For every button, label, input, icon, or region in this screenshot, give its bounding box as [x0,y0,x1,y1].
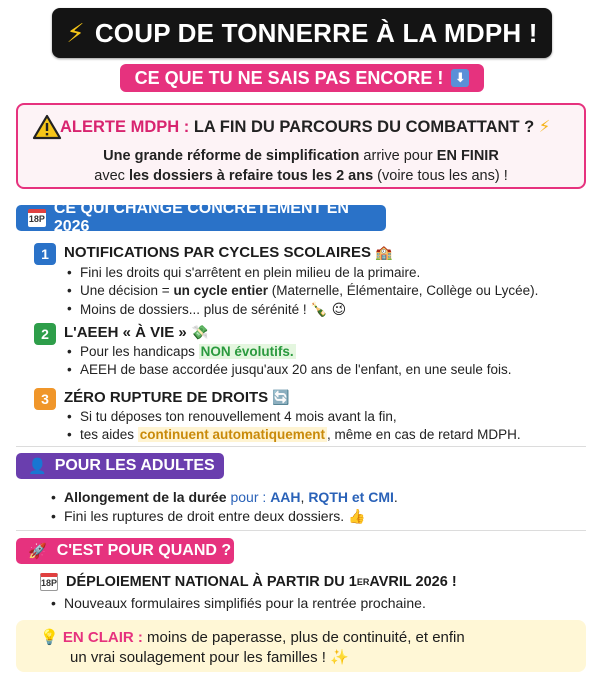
lightning-icon: ⚡ [538,118,551,136]
alert-label: ALERTE MDPH : [60,118,190,136]
item-title [64,324,208,341]
benefit-aah: AAH [270,489,301,505]
summary-line2: un vrai soulagement pour les familles ! [70,649,326,666]
rocket-icon: 🚀 [28,543,47,560]
divider [16,530,586,531]
smile-icon: 😉 [331,301,347,317]
list-item: • Nouveaux formulaires simplifiés pour la rentrée prochaine. [64,594,426,612]
section-title: C'EST POUR QUAND ? [56,542,232,559]
school-icon: 🏫 [375,244,393,260]
section-title: CE QUI CHANGE CONCRÈTEMENT EN 2026 [53,200,349,235]
title-text: COUP DE TONNERRE À LA MDPH ! [94,17,538,48]
bullet-bold: Allongement de la durée [64,489,227,505]
highlight: NON évolutifs. [200,344,294,359]
section-header-changes [16,200,386,235]
item-title [64,244,393,261]
bullet-text: Une décision = [80,283,174,298]
list-item [80,300,346,319]
summary-label: EN CLAIR : [62,629,143,646]
alert-line1-bold: Une grande réforme de simplification [103,148,360,164]
alert-line2-start: avec [94,168,129,184]
deployment-text: DÉPLOIEMENT NATIONAL À PARTIR DU 1 [66,574,357,590]
sparkle-icon: ✨ [330,649,349,666]
deployment-text-end: AVRIL 2026 ! [369,574,457,590]
person-icon: 👤 [28,458,47,475]
summary-text [40,628,560,668]
list-item [64,488,398,506]
bullet-text: Moins de dossiers... plus de sérénité ! [80,302,307,317]
alert-text [20,146,582,186]
lightning-icon: ⚡ [66,17,85,48]
item-title-text: L'AEEH « À VIE » [64,324,187,341]
deployment-line [40,573,457,591]
bullet-text: , même en cas de retard MDPH. [327,427,521,442]
section-header-adults [16,453,224,479]
list-item [80,282,538,300]
deployment-sup: ER [356,577,370,587]
bullet-text: pour : [226,489,271,505]
subtitle-banner [120,64,484,92]
benefit-cmi: CMI [368,489,394,505]
lightbulb-icon: 💡 [40,629,59,646]
alert-line2-bold: les dossiers à refaire tous les 2 ans [128,168,374,184]
section-header-when [16,538,234,564]
bullet-text: . [393,489,398,505]
subtitle-text: CE QUE TU NE SAIS PAS ENCORE ! [134,67,444,88]
page-title [52,8,552,58]
bullet-text: (Maternelle, Élémentaire, Collège ou Lycée). [267,283,539,298]
list-item [80,343,296,361]
money-icon: 💸 [190,324,209,340]
calendar-icon: 18P [40,573,58,591]
item-title-text: ZÉRO RUPTURE DE DROITS [64,389,269,406]
alert-heading: LA FIN DU PARCOURS DU COMBATTANT ? [193,118,535,136]
section-title: POUR LES ADULTES [54,457,215,474]
bullet-bold: un cycle entier [173,283,268,298]
bullet-text: Pour les handicaps [80,344,199,359]
item-title-text: NOTIFICATIONS PAR CYCLES SCOLAIRES [64,244,371,261]
divider [16,446,586,447]
highlight: continuent automatiquement [139,427,326,442]
bullet-continuation [80,426,521,444]
down-arrow-icon: ⬇ [451,69,469,87]
calendar-icon: 18P [28,209,46,227]
number-badge: 3 [34,388,56,410]
number-badge: 1 [34,243,56,265]
item-title [64,389,290,406]
list-item: • Si tu déposes ton renouvellement 4 mois avant la fin, [80,408,397,426]
number-badge: 2 [34,323,56,345]
thumbs-up-icon: 👍 [348,508,366,524]
alert-line1-normal: arrive pour [359,148,437,164]
list-item: • Fini les droits qui s'arrêtent en plein milieu de la primaire. [80,264,420,282]
bullet-text: , [300,489,309,505]
warning-icon [32,114,62,140]
bullet-text: et [347,489,369,505]
list-item [64,507,365,525]
bottle-icon: 🍾 [310,301,328,317]
bullet-text: Fini les ruptures de droit entre deux dossiers. [64,508,345,524]
benefit-rqth: RQTH [308,489,348,505]
list-item: • AEEH de base accordée jusqu'aux 20 ans de l'enfant, en une seule fois. [80,361,511,379]
alert-line1-end: EN FINIR [436,148,499,164]
alert-line2-end: (voire tous les ans) ! [373,168,508,184]
refresh-icon: 🔄 [272,389,290,405]
bullet-text: tes aides [80,427,138,442]
summary-line1: moins de paperasse, plus de continuité, et enfin [142,629,465,646]
alert-title [60,117,550,137]
